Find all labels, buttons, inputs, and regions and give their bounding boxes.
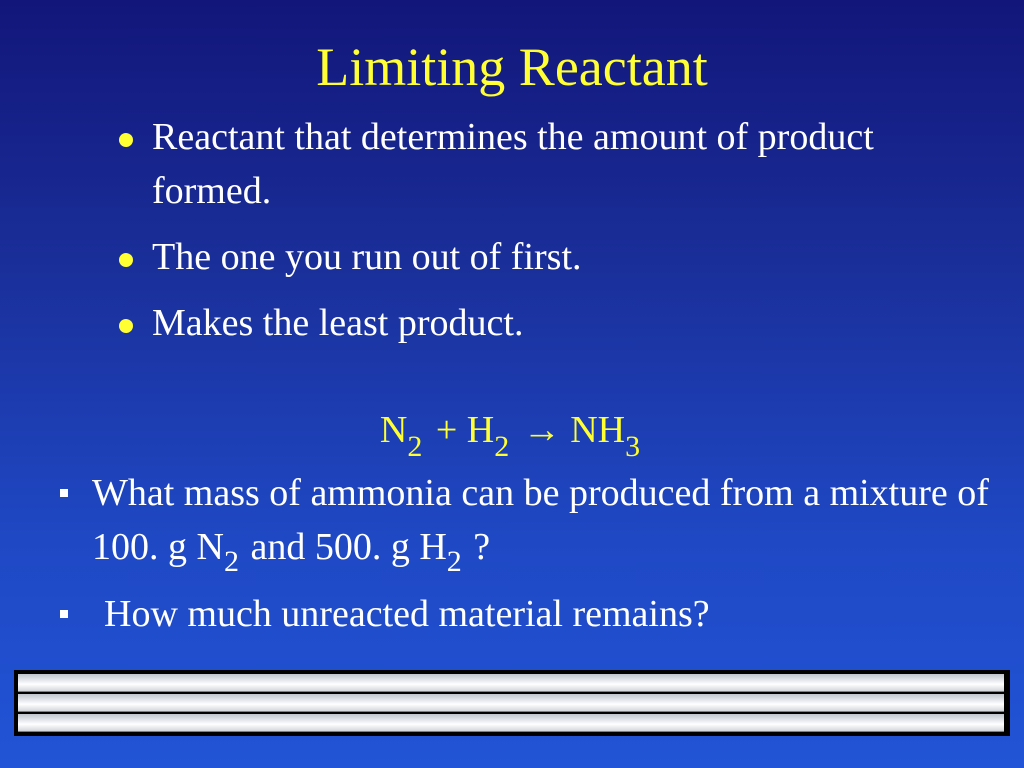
bullet-list — [112, 110, 972, 362]
chemical-equation — [0, 400, 1024, 463]
equation-product: NH — [570, 409, 626, 451]
equation-subscript: 2 — [494, 430, 510, 463]
bullet-item — [112, 230, 972, 284]
bullet-dot-icon — [119, 319, 133, 333]
question-subscript: 2 — [223, 545, 239, 578]
equation-reactant-2: H — [466, 409, 495, 451]
equation-plus: + — [435, 409, 458, 451]
question-text: What mass of ammonia can be produced from a mixture of 100. g N — [92, 472, 989, 568]
square-bullet-icon — [60, 489, 68, 497]
banner-stripe — [18, 694, 1004, 712]
bullet-item — [112, 110, 972, 218]
question-item — [52, 466, 992, 577]
bullet-text: The one you run out of first. — [152, 236, 582, 278]
question-list — [52, 466, 992, 651]
slide-title: Limiting Reactant — [316, 37, 708, 97]
question-item — [52, 587, 992, 641]
equation-reactant-1: N — [379, 409, 408, 451]
bullet-text: Makes the least product. — [152, 302, 524, 344]
equation-subscript: 2 — [407, 430, 423, 463]
question-subscript: 2 — [446, 545, 462, 578]
square-bullet-icon — [60, 610, 68, 618]
decorative-banner — [14, 670, 1010, 736]
banner-stripe — [18, 714, 1004, 732]
equation-subscript: 3 — [625, 430, 641, 463]
bullet-text: Reactant that determines the amount of product formed. — [152, 116, 874, 212]
question-text: How much unreacted material remains? — [104, 593, 710, 635]
bullet-dot-icon — [119, 133, 133, 147]
equation-arrow-icon: → — [522, 409, 561, 451]
banner-stripe — [18, 674, 1004, 692]
bullet-item — [112, 296, 972, 350]
question-text: ? — [463, 526, 491, 568]
bullet-dot-icon — [119, 253, 133, 267]
question-text: and 500. g H — [240, 526, 447, 568]
